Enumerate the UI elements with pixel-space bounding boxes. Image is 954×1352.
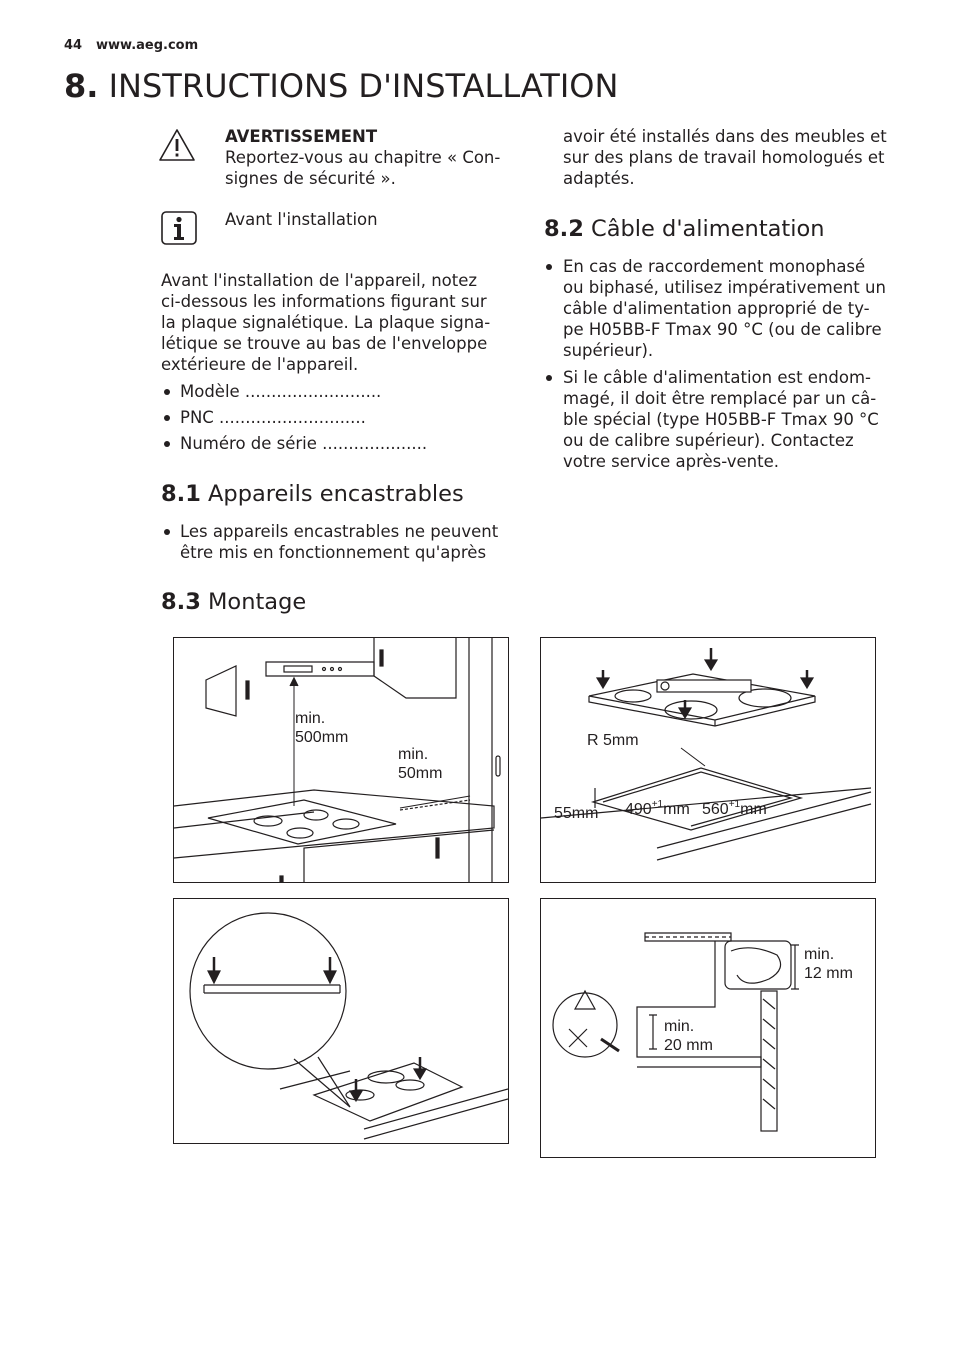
label-min-20: min. 20 mm <box>664 1018 713 1054</box>
bullet-dot <box>164 441 170 447</box>
figure-kitchen-clearance <box>173 637 509 883</box>
intro-line: ci-dessous les informations figurant sur <box>161 292 487 311</box>
section-heading-8-3: 8.3 Montage <box>161 589 307 615</box>
info-text: Avant l'installation <box>225 210 378 229</box>
figure-cutout-dimensions <box>540 637 876 883</box>
chapter-number: 8. <box>64 67 99 105</box>
intro-line: la plaque signalétique. La plaque signa- <box>161 313 491 332</box>
label-radius: R 5mm <box>587 732 639 749</box>
cable-text: votre service après-vente. <box>563 452 779 471</box>
warning-line: signes de sécurité ». <box>225 169 396 188</box>
label-min-50: min. 50mm <box>398 746 443 782</box>
bullet-dot <box>164 415 170 421</box>
bullet-dot <box>164 529 170 535</box>
section-8-1-text: Les appareils encastrables ne peuvent <box>180 522 499 541</box>
cable-text: ble spécial (type H05BB-F Tmax 90 °C <box>563 410 879 429</box>
warning-heading: AVERTISSEMENT <box>225 127 378 146</box>
intro-line: létique se trouve au bas de l'enveloppe <box>161 334 488 353</box>
list-item: Modèle .......................... <box>180 382 382 401</box>
cable-text: En cas de raccordement monophasé <box>563 257 866 276</box>
section-heading-8-1: 8.1 Appareils encastrables <box>161 481 464 507</box>
bullet-dot <box>164 389 170 395</box>
continuation-line: sur des plans de travail homologués et <box>563 148 885 167</box>
cable-text: ou biphasé, utilisez impérativement un <box>563 278 886 297</box>
intro-line: extérieure de l'appareil. <box>161 355 359 374</box>
section-8-1-text: être mis en fonctionnement qu'après <box>180 543 487 562</box>
info-icon <box>160 210 198 246</box>
bullet-dot <box>546 375 552 381</box>
warning-triangle-icon <box>158 127 196 163</box>
chapter-title: INSTRUCTIONS D'INSTALLATION <box>108 67 619 105</box>
website-url: www.aeg.com <box>96 38 199 53</box>
label-min-500: min. 500mm <box>295 710 349 746</box>
label-cutout-width: $490^{+1}mm$ <box>625 799 690 818</box>
intro-line: Avant l'installation de l'appareil, notez <box>161 271 478 290</box>
figure-edge-detail <box>173 898 509 1144</box>
cable-text: magé, il doit être remplacé par un câ- <box>563 389 877 408</box>
page-title <box>64 66 618 106</box>
continuation-line: adaptés. <box>563 169 635 188</box>
continuation-line: avoir été installés dans des meubles et <box>563 127 887 146</box>
cable-text: ou de calibre supérieur). Contactez <box>563 431 854 450</box>
bullet-dot <box>546 264 552 270</box>
figure-worktop-section <box>540 898 876 1158</box>
label-depth: 55mm <box>554 805 599 822</box>
cable-text: pe H05BB-F Tmax 90 °C (ou de calibre <box>563 320 882 339</box>
label-min-12: min. 12 mm <box>804 946 853 982</box>
cable-text: Si le câble d'alimentation est endom- <box>563 368 871 387</box>
list-item: Numéro de série .................... <box>180 434 428 453</box>
section-heading-8-2: 8.2 Câble d'alimentation <box>544 216 825 242</box>
page-number: 44 <box>64 38 83 53</box>
cable-text: câble d'alimentation approprié de ty- <box>563 299 870 318</box>
label-cutout-length: $560^{+1}mm$ <box>702 799 767 818</box>
cable-text: supérieur). <box>563 341 654 360</box>
warning-line: Reportez-vous au chapitre « Con- <box>225 148 501 167</box>
list-item: PNC ............................ <box>180 408 366 427</box>
